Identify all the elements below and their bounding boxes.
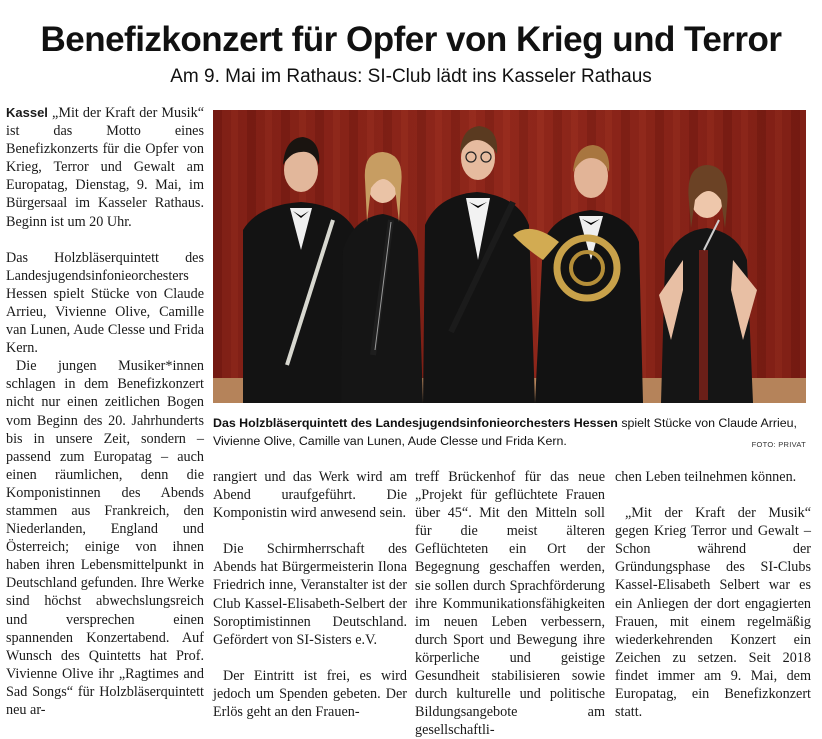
article-column-4 [615,468,811,721]
paragraph-admission: Der Eintritt ist frei, es wird jedoch um Spenden gebeten. Der Erlös geht an den Frauen- [213,667,407,721]
article-column-2 [213,468,407,721]
photo-credit: FOTO: PRIVAT [751,440,806,449]
dateline: Kassel [6,105,48,120]
article-headline: Benefizkonzert für Opfer von Krieg und Terror [40,20,782,59]
paragraph-continued-2: chen Leben teilnehmen können. [615,469,797,485]
paragraph-project: treff Brückenhof für das neue „Projekt für geflüchtete Frauen über 45“. Mit den Mitteln soll für die meist älteren Geflüchteten ein Ort der Begegnung geschaffen werden, sie sollen durch Sprachförderung ihre Kommunikationsfähigkeiten im neuen Leben verbessern, durch Sport und Bewegung ihre körperliche und geistige Gesundheit stabilisieren sowie durch kulturelle und politische Bildungsangebote am gesellschaftli- [415,469,605,739]
article-subheadline: Am 9. Mai im Rathaus: SI-Club lädt ins Kasseler Rathaus [170,66,652,87]
article-column-1 [6,104,204,719]
article-column-3 [415,468,605,739]
paragraph-continued: rangiert und das Werk wird am Abend uraufgeführt. Die Komponistin wird anwesend sein. [213,469,407,522]
paragraph-motto: „Mit der Kraft der Musik“ gegen Krieg Terror und Gewalt – Schon während der Gründungsphase des SI-Clubs Kassel-Elisabeth Selbert war es ein Anliegen der dort engagierten Frauen, mit einem regelmäßig wiederkehrenden Konzert ein Zeichen zu setzen. Seit 2018 findet immer am 9. Mai, dem Europatag, ein Benefizkonzert statt. [615,505,811,721]
caption-text: spielt Stücke von Claude Arrieu, Vivienne Olive, Camille van Lunen, Aude Clesse und Frida Kern. [213,416,797,448]
paragraph-patronage: Die Schirmherrschaft des Abends hat Bürgermeisterin Ilona Friedrich inne, Veranstalter ist der Club Kassel-Elisabeth-Selbert der Soroptimistinnen Deutschland. Gefördert von SI-Sisters e.V. [213,541,407,648]
paragraph-quintet: Das Holzbläserquintett des Landesjugendsinfonieorchesters Hessen spielt Stücke von Claude Arrieu, Vivienne Olive, Camille van Lunen, Aude Clesse und Frida Kern. [6,249,204,357]
quintet-photo-illustration [213,110,806,403]
lead-text: „Mit der Kraft der Musik“ ist das Motto eines Benefizkonzerts für die Opfer von Krieg, Terror und Gewalt am Europatag, Dienstag, 9. Mai, im Bürgersaal im Kasseler Rathaus. Beginn ist um 20 Uhr. [6,105,204,230]
lead-paragraph [6,104,204,231]
paragraph-musicians: Die jungen Musiker*innen schlagen in dem Benefizkonzert nicht nur einen zeitlichen Bogen vom Beginn des 20. Jahrhunderts bis in unsere Zeit, sondern – passend zum Europatag – auch einen räumlichen, denn die Komponistinnen des Abends stammen aus Frankreich, den Niederlanden, England und Österreich; einige von ihnen haben ihren Lebensmittelpunkt in Deutschland gefunden. Ihre Werke sind höchst abwechslungsreich und versprechen einen spannenden Konzertabend. Auf Wunsch des Quintetts hat Prof. Vivienne Olive ihr „Ragtimes and Sad Songs“ für Holzbläserquintett neu ar- [6,358,204,718]
caption-bold: Das Holzbläserquintett des Landesjugendsinfonieorchesters Hessen [213,416,618,430]
article-photo [213,110,806,403]
photo-caption [213,414,806,450]
